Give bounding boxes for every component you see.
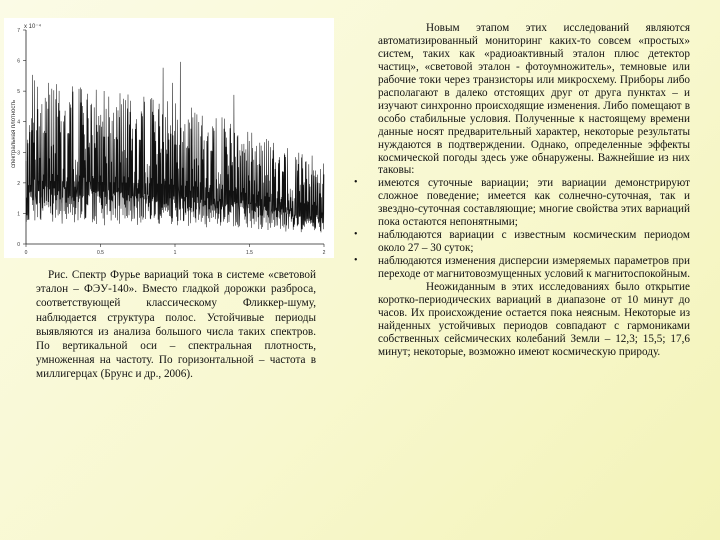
list-item-text: наблюдаются вариации с известным космическим периодом около 27 – 30 суток; [378,229,690,255]
x-tick-label: 2 [322,250,326,256]
y-tick-label: 6 [17,58,20,65]
spectrum-plot [4,18,334,258]
y-tick-label: 4 [17,119,20,126]
intro-paragraph: Новым этапом этих исследований являются автоматизированный мониторинг каких-то совсем «простых» систем, таких как «радиоактивный эталон плюс детектор частиц», «световой эталон - фотоумножитель», темновые или рабочие токи через транзисторы или микросхему. Приборы либо располагают в далеко отстоящих друг от друга пунктах – и изучают синхронно происходящие изменения. Либо помещают в особо стабильные условия. Полученные к настоящему времени данные носят предварительный характер, некоторые результаты нуждаются в подтверждении. Однако, определенные эффекты космической погоды здесь уже обнаружены. Важнейшие из них таковы: [378,22,690,177]
list-item-text: имеются суточные вариации; эти вариации демонстрируют сложное поведение; имеется как солнечно-суточная, так и звездно-суточная составляющие; многие свойства этих вариаций пока остаются непонятными; [378,177,690,229]
list-item [354,177,690,229]
figure-caption: Рис. Спектр Фурье вариаций тока в системе «световой эталон – ФЭУ-140». Вместо гладкой дорожки разброса, соответствующей классическому Фликкер-шуму, наблюдается структура полос. Устойчивые периоды выявляются из анализа большого числа таких спектров. По вертикальной оси – спектральная плотность, умноженная на частоту. По горизонтальной – частота в миллигерцах (Брунс и др., 2006). [36,269,316,381]
findings-list [354,177,690,281]
y-tick-label: 7 [17,28,20,34]
y-tick-label: 1 [17,211,20,218]
x-tick-label: 1 [173,250,177,256]
list-item [354,255,690,281]
spectrum-figure [4,18,334,258]
y-tick-label: 5 [17,89,20,96]
x-tick-label: 1.5 [246,250,253,256]
main-text-column [354,22,690,359]
list-item [354,229,690,255]
x-tick-label: 0.5 [97,250,104,256]
bullet-icon: • [354,177,358,189]
y-tick-label: 2 [17,180,20,187]
y-axis-label: спектральная плотность [11,99,17,168]
y-multiplier-label: x 10⁻⁴ [24,24,42,30]
list-item-text: наблюдаются изменения дисперсии измеряемых параметров при переходе от магнитовозмущенных условий к магнитоспокойным. [378,255,690,281]
bullet-icon: • [354,255,358,267]
y-tick-label: 3 [17,150,20,157]
x-tick-label: 0 [24,250,28,256]
closing-paragraph: Неожиданным в этих исследованиях было открытие коротко-периодических вариаций в диапазоне от 10 минут до часов. Их происхождение остается пока неясным. Некоторые из найденных устойчивых периодов совпадают с гармониками собственных сейсмических колебаний Земли – 12,3; 15,5; 17,6 минут; некоторые, возможно имеют космическую природу. [378,281,690,358]
bullet-icon: • [354,229,358,241]
y-tick-label: 0 [17,242,20,248]
